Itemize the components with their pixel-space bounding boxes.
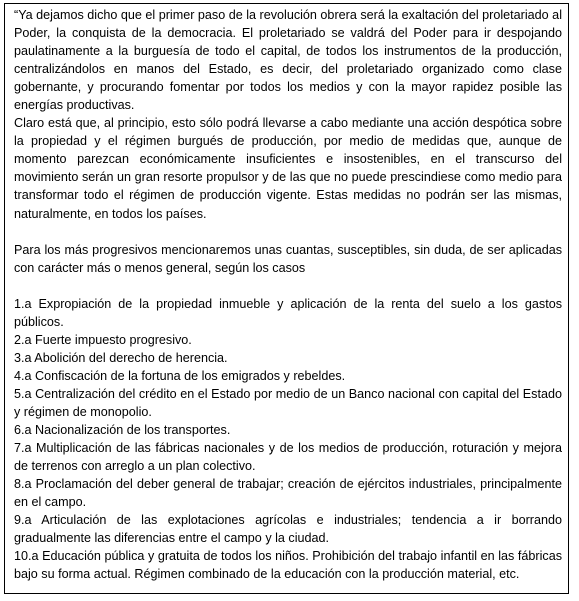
blank-line xyxy=(14,223,562,241)
list-item: 10.a Educación pública y gratuita de todos los niños. Prohibición del trabajo infantil en las fábricas bajo su forma actual. Régimen combinado de la educación con la producción material, etc. xyxy=(14,549,562,582)
list-item: 4.a Confiscación de la fortuna de los emigrados y rebeldes. xyxy=(14,368,346,383)
list-item: 8.a Proclamación del deber general de trabajar; creación de ejércitos industriales, principalmente en el campo. xyxy=(14,477,562,510)
list-item: 2.a Fuerte impuesto progresivo. xyxy=(14,332,192,347)
despotic-action-paragraph: Claro está que, al principio, esto sólo podrá llevarse a cabo mediante una acción despótica sobre la propiedad y el régimen burgués de producción, por medio de medidas que, aunque de momento parezcan económicamente insuficientes e insostenibles, en el transcurso del movimiento serán un gran resorte propulsor y de las que no puede prescindiese como medio para transformar todo el régimen de producción vigente. Estas medidas no podrán ser las mismas, naturalmente, en todos los países. xyxy=(14,116,562,221)
list-item: 3.a Abolición del derecho de herencia. xyxy=(14,350,228,365)
list-item: 6.a Nacionalización de los transportes. xyxy=(14,423,231,438)
intro-paragraph: “Ya dejamos dicho que el primer paso de la revolución obrera será la exaltación del proletariado al Poder, la conquista de la democracia. El proletariado se valdrá del Poder para ir despojando paulatinamente a la burguesía de todo el capital, de todos los instrumentos de la producción, centralizándolos en manos del Estado, es decir, del proletariado organizado como clase gobernante, y procurando fomentar por todos los medios y con la mayor rapidez posible las energías productivas. xyxy=(14,8,562,113)
list-item: 7.a Multiplicación de las fábricas nacionales y de los medios de producción, roturación y mejora de terrenos con arreglo a un plan colectivo. xyxy=(14,441,562,474)
measures-intro-paragraph: Para los más progresivos mencionaremos unas cuantas, susceptibles, sin duda, de ser aplicadas con carácter más o menos general, según los casos xyxy=(14,242,562,275)
list-item: 5.a Centralización del crédito en el Estado por medio de un Banco nacional con capital del Estado y régimen de monopolio. xyxy=(14,386,562,420)
measures-list xyxy=(14,295,562,584)
list-item: 1.a Expropiación de la propiedad inmueble y aplicación de la renta del suelo a los gastos públicos. xyxy=(14,296,562,329)
list-item: 9.a Articulación de las explotaciones agrícolas e industriales; tendencia a ir borrando gradualmente las diferencias entre el campo y la ciudad. xyxy=(14,513,562,546)
blank-line xyxy=(14,277,562,295)
quote-box xyxy=(4,3,569,594)
